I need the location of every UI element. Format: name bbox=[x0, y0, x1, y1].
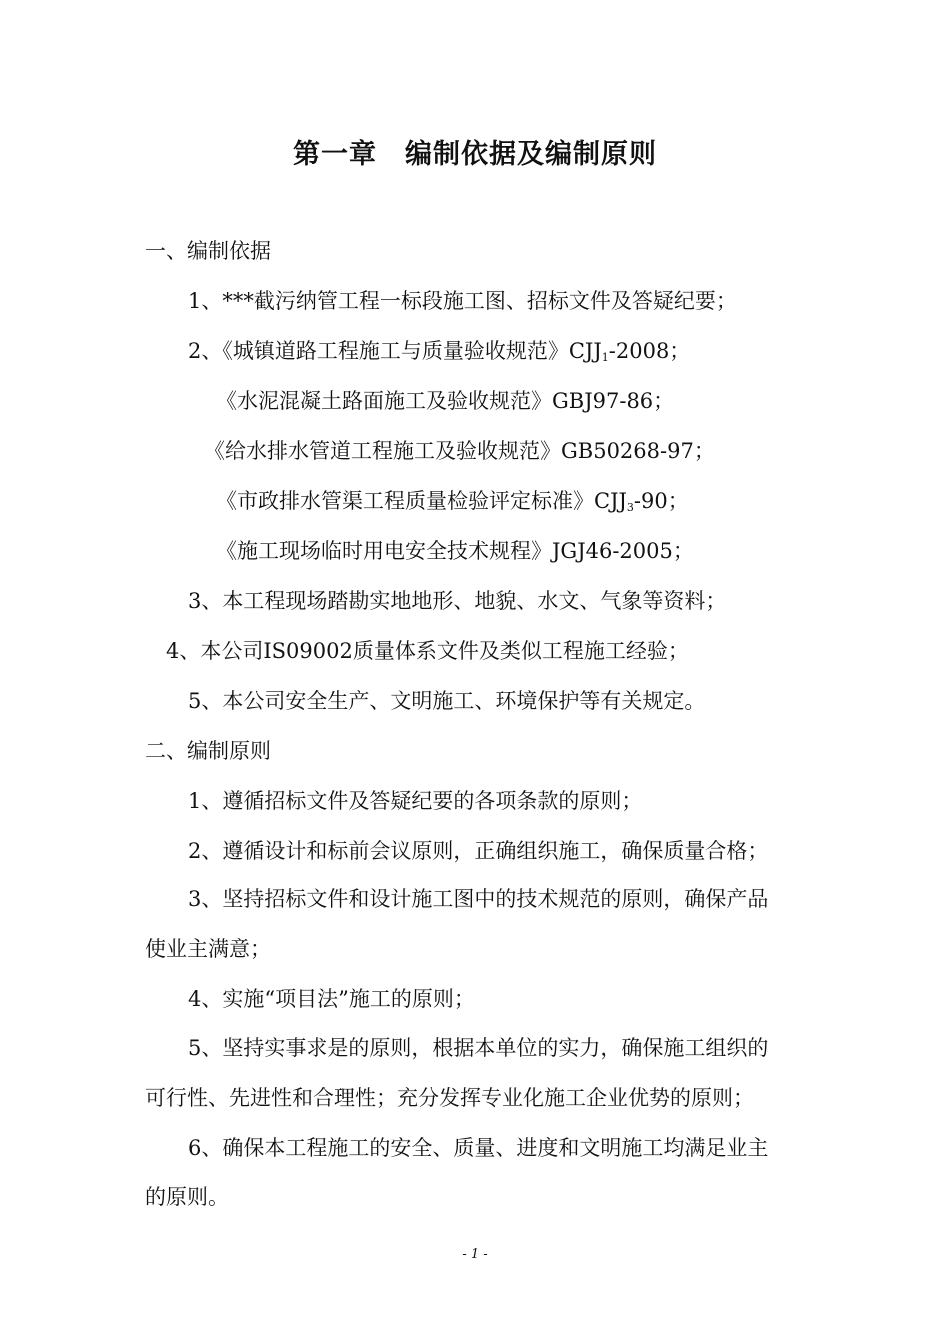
subscript: 3 bbox=[626, 501, 634, 514]
list-item: 3、坚持招标文件和设计施工图中的技术规范的原则，确保产品 bbox=[188, 887, 769, 911]
section-heading-basis: 一、编制依据 bbox=[145, 239, 271, 263]
list-item-text: 《市政排水管渠工程质量检验评定标准》CJJ bbox=[216, 489, 627, 513]
list-item: 5、坚持实事求是的原则，根据本单位的实力，确保施工组织的 bbox=[188, 1036, 769, 1060]
list-item-continuation: 的原则。 bbox=[145, 1185, 229, 1209]
list-item: 《水泥混凝土路面施工及验收规范》GBJ97-86； bbox=[216, 389, 675, 413]
list-item-text: 2、《城镇道路工程施工与质量验收规范》CJJ bbox=[188, 339, 602, 363]
list-item: 3、本工程现场踏勘实地地形、地貌、水文、气象等资料； bbox=[188, 589, 727, 613]
list-item: 1、***截污纳管工程一标段施工图、招标文件及答疑纪要； bbox=[188, 289, 737, 313]
list-item bbox=[188, 336, 690, 373]
list-item: 2、遵循设计和标前会议原则，正确组织施工，确保质量合格； bbox=[188, 839, 769, 863]
list-item-continuation: 使业主满意； bbox=[145, 937, 271, 961]
list-item: 4、本公司IS09002质量体系文件及类似工程施工经验； bbox=[166, 639, 689, 663]
chapter-title: 第一章 编制依据及编制原则 bbox=[293, 139, 657, 170]
list-item: 4、实施“项目法”施工的原则； bbox=[188, 987, 475, 1011]
list-item: 1、遵循招标文件及答疑纪要的各项条款的原则； bbox=[188, 789, 643, 813]
page-number: - 1 - bbox=[462, 1247, 488, 1262]
section-heading-principles: 二、编制原则 bbox=[145, 739, 271, 763]
list-item bbox=[216, 486, 689, 523]
list-item: 5、本公司安全生产、文明施工、环境保护等有关规定。 bbox=[188, 689, 706, 713]
list-item: 《施工现场临时用电安全技术规程》JGJ46-2005； bbox=[216, 539, 694, 563]
list-item-tail: -90； bbox=[633, 489, 689, 513]
list-item: 《给水排水管道工程施工及验收规范》GB50268-97； bbox=[204, 439, 715, 463]
list-item-continuation: 可行性、先进性和合理性；充分发挥专业化施工企业优势的原则； bbox=[145, 1086, 754, 1110]
subscript: 1 bbox=[601, 351, 609, 364]
list-item: 6、确保本工程施工的安全、质量、进度和文明施工均满足业主 bbox=[188, 1136, 769, 1160]
list-item-tail: -2008； bbox=[608, 339, 691, 363]
